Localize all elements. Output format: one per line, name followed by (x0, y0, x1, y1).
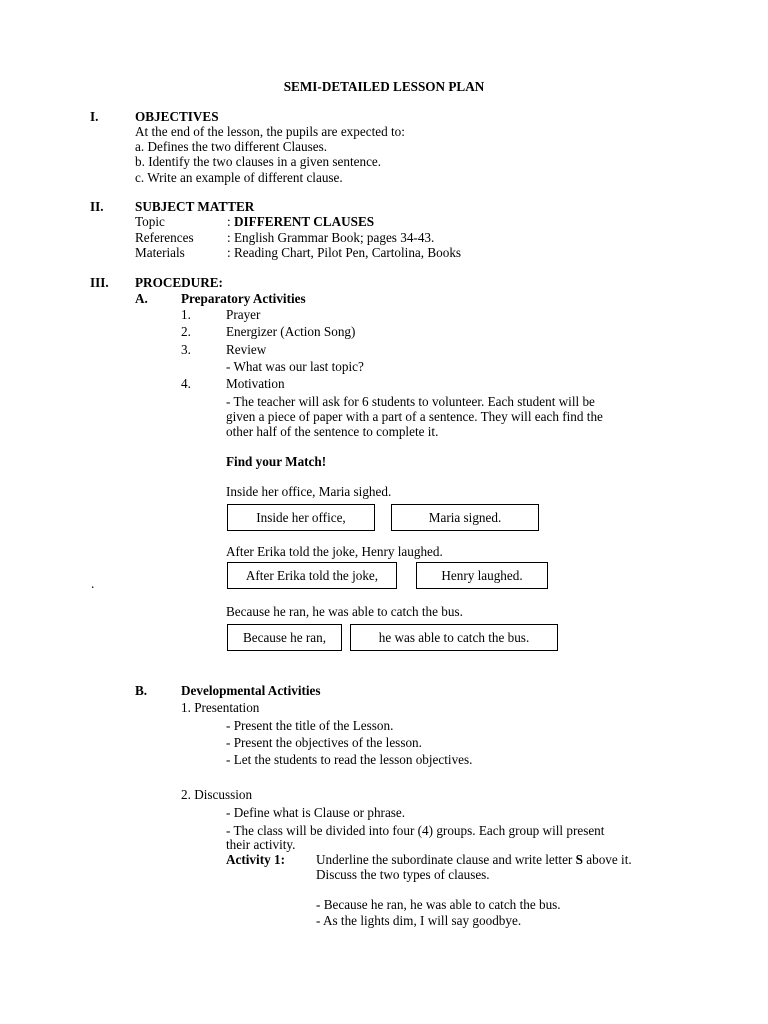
document-title: SEMI-DETAILED LESSON PLAN (283, 79, 485, 94)
step-number: 3. (181, 342, 191, 357)
references-value: : English Grammar Book; pages 34-43. (227, 230, 435, 245)
match-sentence: Inside her office, Maria sighed. (226, 484, 392, 499)
step-label: Energizer (Action Song) (226, 324, 356, 339)
topic-colon: : (227, 214, 231, 229)
motivation-text: given a piece of paper with a part of a sentence. They will each find the (226, 409, 603, 424)
activity-letter-s: S (575, 852, 583, 867)
activity-instruction (316, 853, 632, 866)
section-number-procedure: III. (90, 275, 109, 290)
step-number: 4. (181, 376, 191, 391)
presentation-item: - Present the title of the Lesson. (226, 718, 394, 733)
activity-instruction-text: Underline the subordinate clause and write letter (316, 852, 576, 867)
discussion-item: - The class will be divided into four (4) groups. Each group will present (226, 823, 605, 838)
step-label: Review (226, 342, 267, 357)
subsection-letter-a: A. (135, 291, 148, 306)
game-title: Find your Match! (226, 454, 327, 469)
discussion-item: - Define what is Clause or phrase. (226, 805, 406, 820)
objective-item: b. Identify the two clauses in a given sentence. (135, 154, 382, 169)
step-label: Motivation (226, 376, 285, 391)
section-heading-objectives: OBJECTIVES (135, 109, 219, 124)
presentation-item: - Present the objectives of the lesson. (226, 735, 422, 750)
activity-instruction-2: Discuss the two types of clauses. (316, 867, 490, 882)
step-number: 1. (181, 307, 191, 322)
subsection-letter-b: B. (135, 683, 148, 698)
materials-label: Materials (135, 245, 185, 260)
match-card-part2: he was able to catch the bus. (350, 624, 558, 651)
match-card-part1: Because he ran, (227, 624, 342, 651)
presentation-heading: 1. Presentation (181, 700, 260, 715)
activity-label: Activity 1: (226, 852, 285, 867)
topic-value: DIFFERENT CLAUSES (234, 214, 375, 229)
materials-value: : Reading Chart, Pilot Pen, Cartolina, Books (227, 245, 462, 260)
step-label: Prayer (226, 307, 261, 322)
match-card-part2: Henry laughed. (416, 562, 548, 589)
references-label: References (135, 230, 194, 245)
motivation-text: other half of the sentence to complete it. (226, 424, 439, 439)
topic-label: Topic (135, 214, 165, 229)
objective-item: a. Defines the two different Clauses. (135, 139, 328, 154)
stray-mark: . (91, 576, 95, 591)
match-sentence: Because he ran, he was able to catch the bus. (226, 604, 463, 619)
discussion-item: their activity. (226, 837, 296, 852)
step-number: 2. (181, 324, 191, 339)
subsection-heading-developmental: Developmental Activities (181, 683, 321, 698)
match-card-part1: Inside her office, (227, 504, 375, 531)
match-sentence: After Erika told the joke, Henry laughed. (226, 544, 443, 559)
section-heading-procedure: PROCEDURE: (135, 275, 223, 290)
discussion-heading: 2. Discussion (181, 787, 253, 802)
activity-example: - As the lights dim, I will say goodbye. (316, 913, 522, 928)
objectives-intro: At the end of the lesson, the pupils are expected to: (135, 124, 405, 139)
presentation-item: - Let the students to read the lesson objectives. (226, 752, 473, 767)
objective-item: c. Write an example of different clause. (135, 170, 343, 185)
section-number-subject-matter: II. (90, 199, 104, 214)
review-question: - What was our last topic? (226, 359, 364, 374)
motivation-text: - The teacher will ask for 6 students to volunteer. Each student will be (226, 394, 595, 409)
section-number-objectives: I. (90, 109, 99, 124)
activity-instruction-tail: above it. (582, 852, 632, 867)
activity-example: - Because he ran, he was able to catch the bus. (316, 897, 561, 912)
section-heading-subject-matter: SUBJECT MATTER (135, 199, 255, 214)
match-card-part1: After Erika told the joke, (227, 562, 397, 589)
match-card-part2: Maria signed. (391, 504, 539, 531)
subsection-heading-preparatory: Preparatory Activities (181, 291, 306, 306)
